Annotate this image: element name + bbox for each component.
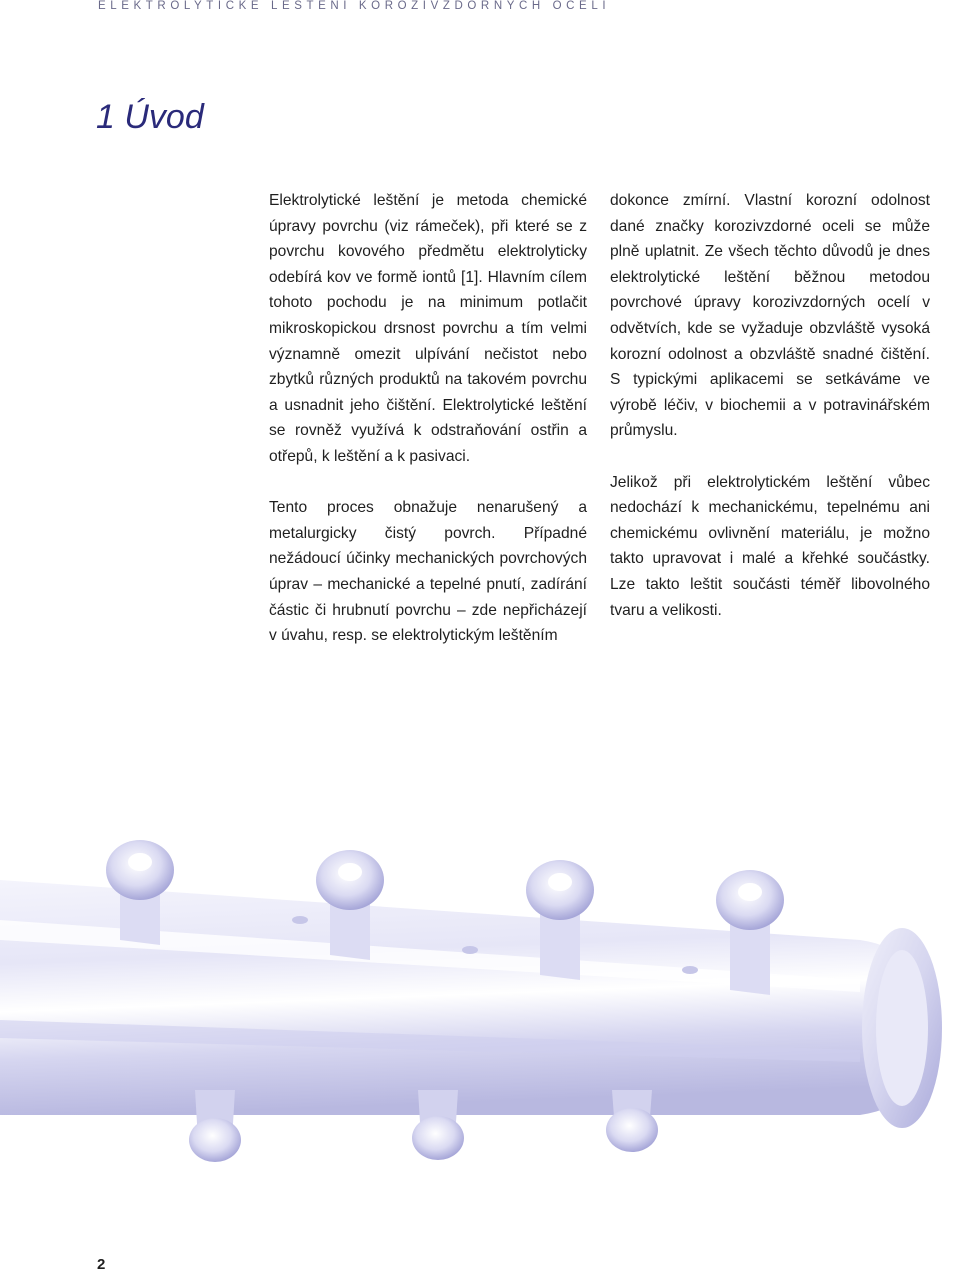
paragraph: Elektrolytické leštění je metoda chemické úpravy povrchu (viz rámeček), při které se z povrchu kovového předmětu elektrolyticky odebírá kov ve formě iontů [1]. Hlavním cílem tohoto pochodu je na minimum potlačit mikroskopickou drsnost povrchu a tím velmi významně omezit ulpívání nečistot nebo zbytků různých produktů na takovém povrchu a usnadnit jeho čištění. Elektrolytické leštění se rovněž využívá k odstraňování ostřin a otřepů, k leštění a k pasivaci. xyxy=(269,192,587,465)
chapter-title: 1 Úvod xyxy=(96,98,204,136)
paragraph: Tento proces obnažuje nenarušený a metalurgicky čistý povrch. Případné nežádoucí účinky mechanických povrchových úprav – mechanické a tepelné pnutí, zadírání částic či hrubnutí povrchu – zde nepřicházejí v úvahu, resp. se elektrolytickým leštěním xyxy=(269,499,587,645)
running-header: ELEKTROLYTICKÉ LEŠTĚNÍ KOROZIVZDORNÝCH OCELÍ xyxy=(98,0,611,12)
text-column-left xyxy=(269,188,587,649)
text-column-right xyxy=(610,188,930,623)
page-number: 2 xyxy=(97,1256,106,1273)
pipe-manifold-illustration xyxy=(0,770,960,1190)
paragraph: dokonce zmírní. Vlastní korozní odolnost dané značky korozivzdorné oceli se může plně uplatnit. Ze všech těchto důvodů je dnes elektrolytické leštění běžnou metodou povrchové úpravy korozivzdorných ocelí v odvětvích, kde se vyžaduje obzvláště vysoká korozní odolnost a obzvláště snadné čištění. S typickými aplikacemi se setkáváme ve výrobě léčiv, v biochemii a v potravinářském průmyslu. xyxy=(610,192,930,440)
paragraph: Jelikož při elektrolytickém leštění vůbec nedochází k mechanickému, tepelnému ani chemickému ovlivnění materiálu, je možno takto upravovat i malé a křehké součástky. Lze takto leštit součásti téměř libovolného tvaru a velikosti. xyxy=(610,473,930,619)
